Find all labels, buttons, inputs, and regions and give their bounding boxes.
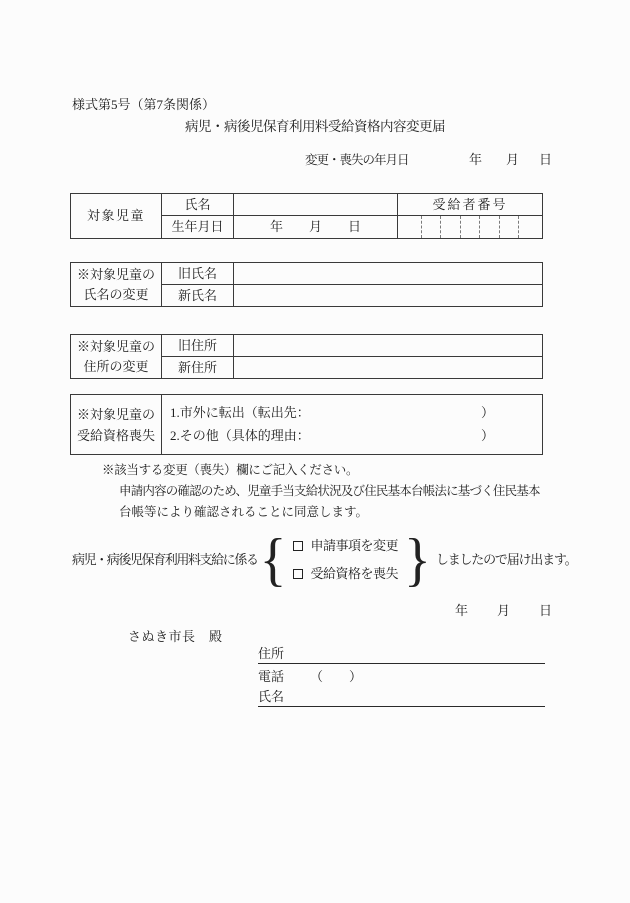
signature-block (258, 646, 545, 707)
address-change-table (70, 334, 543, 379)
phone-row (258, 664, 545, 686)
change-date-label: 変更・喪失の年月日 (305, 153, 409, 167)
new-name-input-cell[interactable] (234, 285, 543, 307)
note-consent-line2: 台帳等により確認されることに同意します。 (119, 505, 369, 519)
recipient-number-box[interactable] (479, 216, 499, 238)
loss-option-1-text: 1.市外に転出（転出先： (170, 404, 310, 420)
old-address-input-cell[interactable] (234, 335, 543, 357)
recipient-number-box[interactable] (402, 216, 421, 238)
address-row (258, 646, 545, 664)
birth-date-label: 生年月日 (162, 216, 234, 239)
name-change-label-line1: ※対象児童の (76, 266, 155, 282)
birth-date-input-cell[interactable]: 年 月 日 (234, 216, 398, 239)
loss-option-2-close-paren: ） (480, 427, 494, 443)
left-brace: { (259, 527, 287, 593)
address-label: 住所 (258, 646, 285, 662)
recipient-number-boxes (402, 216, 538, 238)
loss-option-2-text: 2.その他（具体的理由： (170, 427, 310, 443)
old-name-input-cell[interactable] (234, 263, 543, 285)
phone-label: 電話 (258, 669, 285, 685)
name-change-label-line2: 氏名の変更 (83, 286, 149, 302)
recipient-number-label: 受給者番号 (398, 194, 543, 216)
name-change-group-label (71, 263, 162, 307)
change-date-month-label: 月 (506, 152, 520, 167)
loss-option-1-close-paren: ） (480, 404, 494, 420)
eligibility-loss-label-line1: ※対象児童の (76, 406, 155, 422)
new-address-input-cell[interactable] (234, 357, 543, 379)
change-date-day-label: 日 (539, 152, 553, 167)
submission-date-line (0, 602, 630, 620)
change-date-line (0, 151, 630, 169)
new-address-label: 新住所 (162, 357, 234, 379)
eligibility-loss-table (70, 394, 543, 455)
eligibility-loss-options (162, 395, 542, 454)
address-change-label-line1: ※対象児童の (76, 338, 155, 354)
recipient-number-box[interactable] (460, 216, 480, 238)
loss-option-1-row (170, 401, 542, 424)
old-address-label: 旧住所 (162, 335, 234, 357)
child-name-input-cell[interactable] (234, 194, 398, 216)
change-items-option (293, 537, 399, 555)
target-child-table (70, 193, 543, 239)
form-number: 様式第5号（第7条関係） (72, 97, 216, 112)
name-change-table (70, 262, 543, 307)
target-child-group-label: 対象児童 (71, 194, 162, 239)
address-change-group-label (71, 335, 162, 379)
declaration-prefix: 病児・病後児保育利用料支給に係る (72, 552, 258, 568)
page-title: 病児・病後児保育利用料受給資格内容変更届 (185, 119, 445, 134)
recipient-number-box[interactable] (499, 216, 519, 238)
name-label: 氏名 (258, 689, 285, 705)
address-change-label-line2: 住所の変更 (83, 358, 149, 374)
recipient-number-box[interactable] (440, 216, 460, 238)
declaration (72, 529, 576, 591)
name-row (258, 686, 545, 707)
right-brace: } (404, 527, 431, 593)
new-name-label: 新氏名 (162, 285, 234, 307)
submission-year-label: 年 (455, 603, 469, 618)
recipient-number-box[interactable] (518, 216, 538, 238)
old-name-label: 旧氏名 (162, 263, 234, 285)
addressee: さぬき市長 殿 (128, 629, 223, 644)
submission-day-label: 日 (539, 603, 553, 618)
loss-option-2-row (170, 424, 542, 447)
loss-eligibility-checkbox[interactable] (293, 569, 303, 579)
note-consent-line1: 申請内容の確認のため、児童手当支給状況及び住民基本台帳法に基づく住民基本 (119, 484, 540, 498)
loss-eligibility-label: 受給資格を喪失 (310, 566, 399, 581)
child-name-label: 氏名 (162, 194, 234, 216)
change-date-year-label: 年 (469, 152, 483, 167)
declaration-options (293, 537, 399, 582)
change-items-checkbox[interactable] (293, 541, 303, 551)
submission-month-label: 月 (497, 603, 511, 618)
eligibility-loss-group-label (71, 395, 162, 454)
eligibility-loss-label-line2: 受給資格喪失 (76, 427, 155, 443)
phone-input[interactable]: （ ） (310, 669, 363, 685)
loss-eligibility-option (293, 565, 399, 583)
declaration-suffix: しましたので届け出ます。 (435, 552, 577, 568)
recipient-number-box[interactable] (421, 216, 441, 238)
recipient-number-cell (398, 216, 543, 239)
change-items-label: 申請事項を変更 (310, 538, 399, 554)
note-instruction: ※該当する変更（喪失）欄にご記入ください。 (102, 463, 359, 477)
